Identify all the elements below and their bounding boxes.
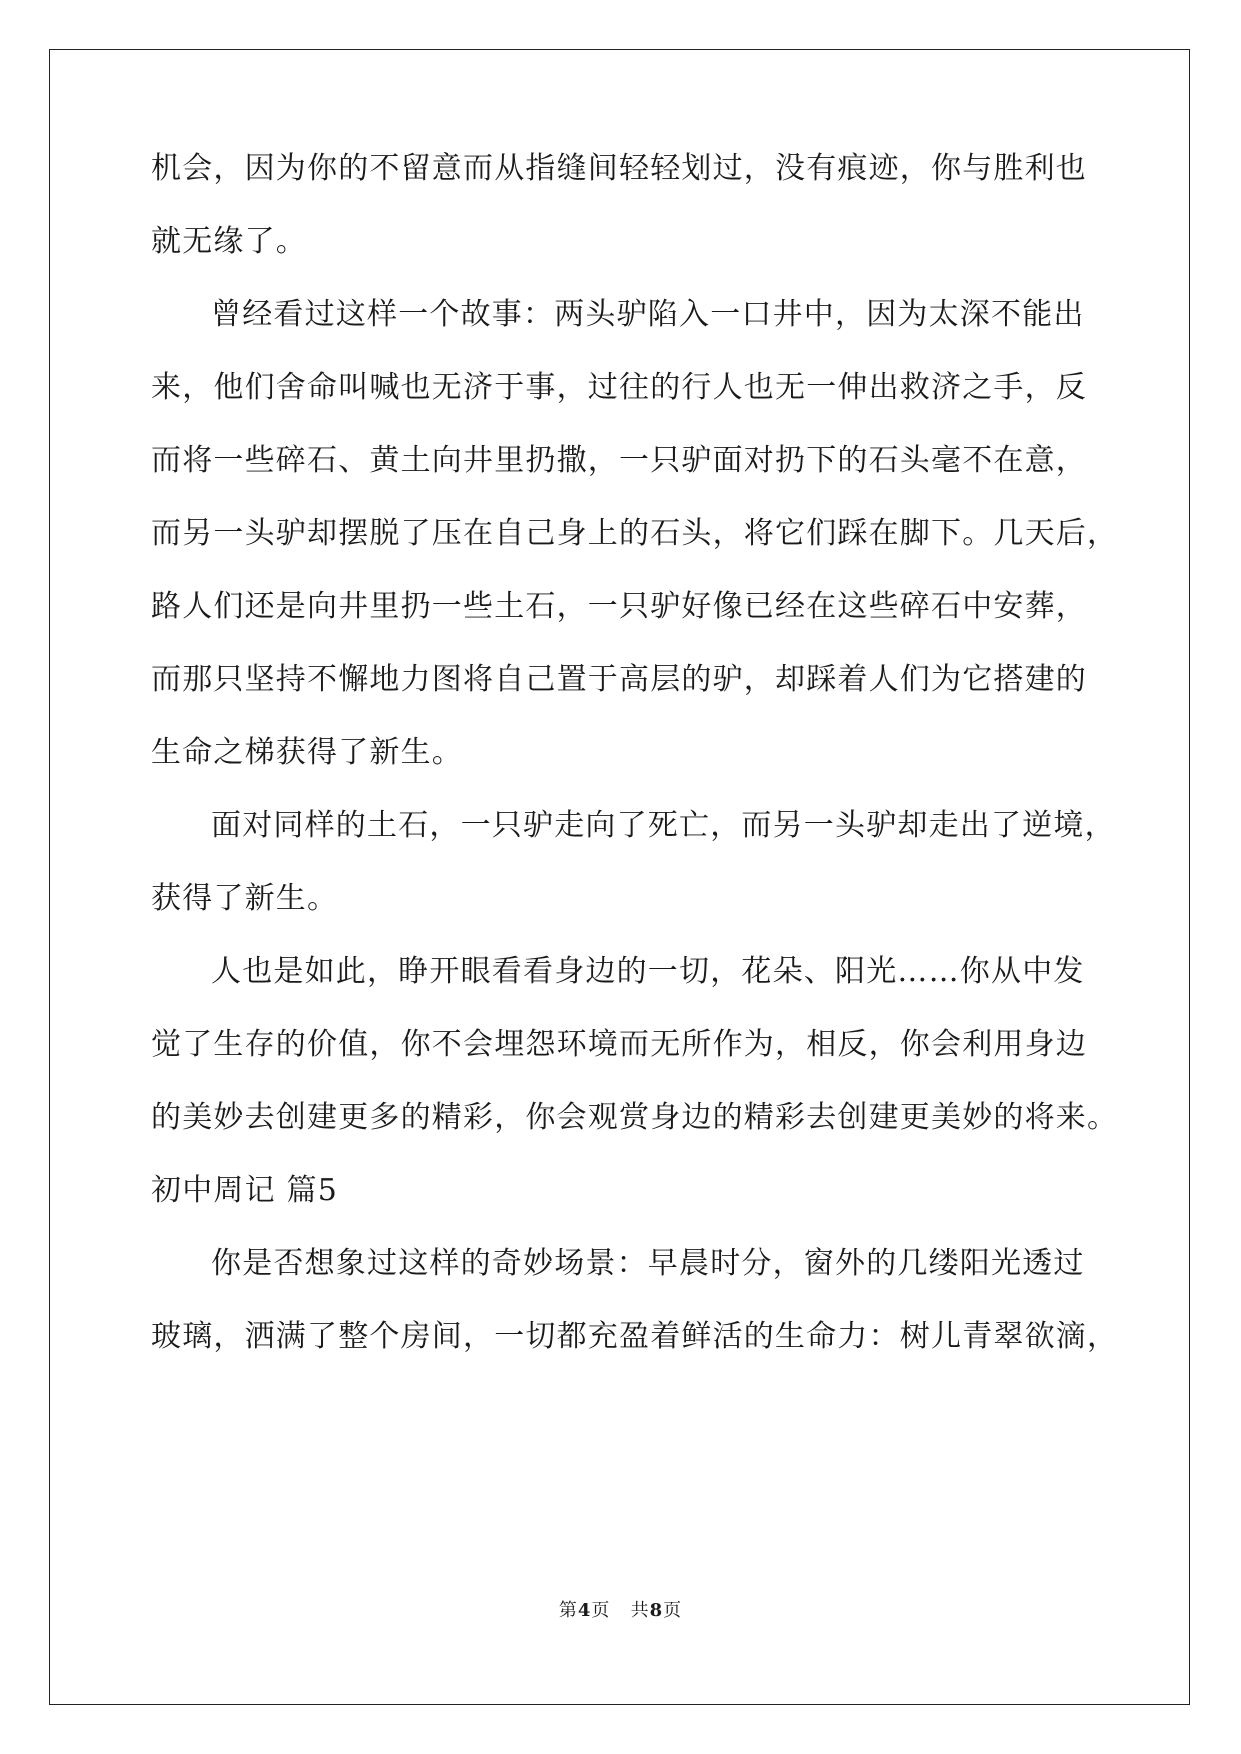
text-line: 而另一头驴却摆脱了压在自己身上的石头，将它们踩在脚下。几天后， xyxy=(151,516,1119,551)
text-line: 路人们还是向井里扔一些土石，一只驴好像已经在这些碎石中安葬， xyxy=(151,589,1087,624)
text-line: 生命之梯获得了新生。 xyxy=(151,735,463,770)
paragraph-start-line: 曾经看过这样一个故事：两头驴陷入一口井中，因为太深不能出 xyxy=(211,297,1085,332)
footer-total-prefix: 共 xyxy=(630,1600,650,1621)
footer-page-suffix: 页 xyxy=(591,1600,611,1621)
text-line: 就无缘了。 xyxy=(151,224,307,259)
paragraph-start-line: 你是否想象过这样的奇妙场景：早晨时分，窗外的几缕阳光透过 xyxy=(211,1246,1085,1281)
text-line: 玻璃，洒满了整个房间，一切都充盈着鲜活的生命力：树儿青翠欲滴， xyxy=(151,1319,1119,1354)
text-line: 机会，因为你的不留意而从指缝间轻轻划过，没有痕迹，你与胜利也 xyxy=(151,151,1087,186)
text-line: 获得了新生。 xyxy=(151,881,339,916)
text-line: 的美妙去创建更多的精彩，你会观赏身边的精彩去创建更美妙的将来。 xyxy=(151,1100,1119,1135)
text-line: 而那只坚持不懈地力图将自己置于高层的驴，却踩着人们为它搭建的 xyxy=(151,662,1087,697)
footer-prefix: 第 xyxy=(558,1600,578,1621)
footer-total-suffix: 页 xyxy=(663,1600,683,1621)
text-line: 觉了生存的价值，你不会埋怨环境而无所作为，相反，你会利用身边 xyxy=(151,1027,1087,1062)
text-line: 来，他们舍命叫喊也无济于事，过往的行人也无一伸出救济之手，反 xyxy=(151,370,1087,405)
paragraph-start-line: 人也是如此，睁开眼看看身边的一切，花朵、阳光……你从中发 xyxy=(211,954,1085,989)
total-page-count: 8 xyxy=(649,1600,664,1621)
section-heading: 初中周记 篇5 xyxy=(151,1173,339,1208)
page-footer xyxy=(0,1596,1241,1622)
paragraph-start-line: 面对同样的土石，一只驴走向了死亡，而另一头驴却走出了逆境， xyxy=(211,808,1116,843)
current-page-number: 4 xyxy=(577,1600,592,1621)
text-line: 而将一些碎石、黄土向井里扔撒，一只驴面对扔下的石头毫不在意， xyxy=(151,443,1087,478)
